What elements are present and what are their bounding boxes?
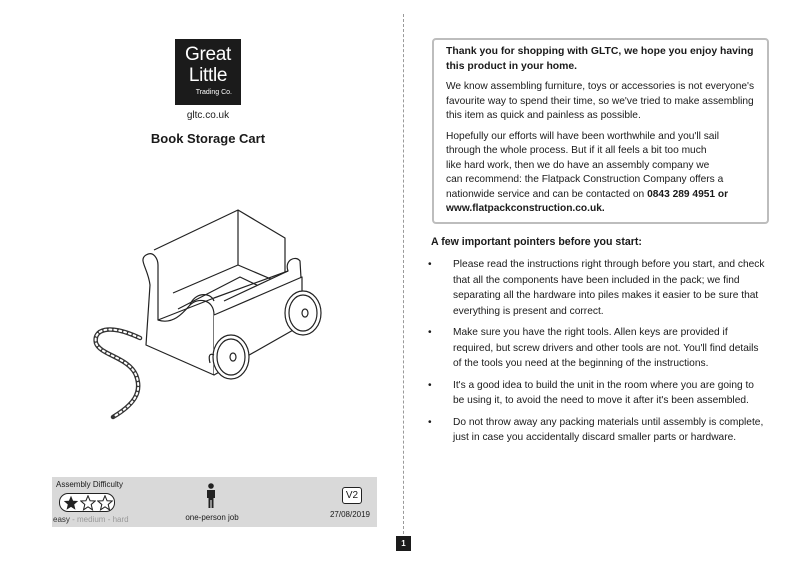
bullet: • xyxy=(428,259,432,270)
intro-line: nationwide service and can be contacted on xyxy=(446,188,645,200)
version-badge: V2 xyxy=(342,487,362,504)
site-url: gltc.co.uk xyxy=(186,110,230,121)
bullet: • xyxy=(428,379,432,391)
intro-line: Hopefully our efforts will have been worthwhile and you'll sail xyxy=(446,130,720,142)
intro-line: through the whole process. But if it all feels a bit too much xyxy=(446,145,707,156)
logo-line-1: Great xyxy=(184,44,232,65)
pointer-text: Do not throw away any packing materials until assembly is complete, just in case you accidentally discard smaller parts or hardware. xyxy=(453,416,764,443)
difficulty-label: Assembly Difficulty xyxy=(56,480,123,489)
star-icon xyxy=(80,495,96,511)
level-sep: - xyxy=(105,515,113,524)
cart-illustration xyxy=(88,205,333,420)
level-medium: medium xyxy=(77,515,106,524)
difficulty-levels xyxy=(53,515,129,524)
intro-lead: Thank you for shopping with GLTC, we hope you enjoy having this product in your home. xyxy=(446,46,754,72)
level-sep: - xyxy=(69,515,78,524)
intro-box xyxy=(432,38,769,224)
intro-line: like hard work, then we do have an assembly company we xyxy=(446,159,710,171)
pointer-text: It's a good idea to build the unit in the room where you are going to be using it, to avoid the need to move it after it's been assembled. xyxy=(453,379,754,406)
pointers-list xyxy=(428,257,768,452)
list-item xyxy=(428,378,768,409)
level-hard: hard xyxy=(112,515,129,524)
list-item xyxy=(428,325,768,372)
person-icon xyxy=(204,483,218,509)
pointer-text: Make sure you have the right tools. Allen keys are provided if required, but screw drivers and other tools are not. You'll find details of the tools you need at the beginning of the instructions. xyxy=(453,327,759,369)
assembly-url: www.flatpackconstruction.co.uk. xyxy=(446,203,605,214)
logo-line-2: Little xyxy=(188,65,228,86)
phone-number: 0843 289 4951 xyxy=(647,188,716,200)
logo-line-3: Trading Co. xyxy=(195,89,232,96)
product-title: Book Storage Cart xyxy=(150,131,266,146)
intro-paragraph-2 xyxy=(446,130,757,217)
star-icon xyxy=(63,495,79,511)
page-divider xyxy=(403,14,404,534)
info-bar xyxy=(52,477,377,527)
bullet: • xyxy=(428,327,432,338)
person-label: one-person job xyxy=(185,513,239,522)
or-word: or xyxy=(717,188,729,200)
page-number: 1 xyxy=(396,536,411,551)
level-easy: easy xyxy=(53,515,70,524)
intro-paragraph-1: We know assembling furniture, toys or accessories is not everyone's favourite way to spend their time, so we've tried to make assembling this item as quick and painless as possible. xyxy=(446,81,755,121)
intro-line: can recommend: the Flatpack Construction Company offers a xyxy=(446,174,724,185)
bullet: • xyxy=(428,416,432,428)
gltc-logo xyxy=(175,39,241,105)
document-date: 27/08/2019 xyxy=(329,510,370,519)
list-item xyxy=(428,257,768,319)
pointers-title: A few important pointers before you start: xyxy=(431,236,642,248)
difficulty-stars xyxy=(59,493,115,512)
pointer-text: Please read the instructions right through before you start, and check that all the components have been included in the pack; we find separating all the hardware into piles makes it easier to be sure that everything is present and correct. xyxy=(453,259,765,317)
star-icon xyxy=(97,495,113,511)
list-item xyxy=(428,415,768,446)
